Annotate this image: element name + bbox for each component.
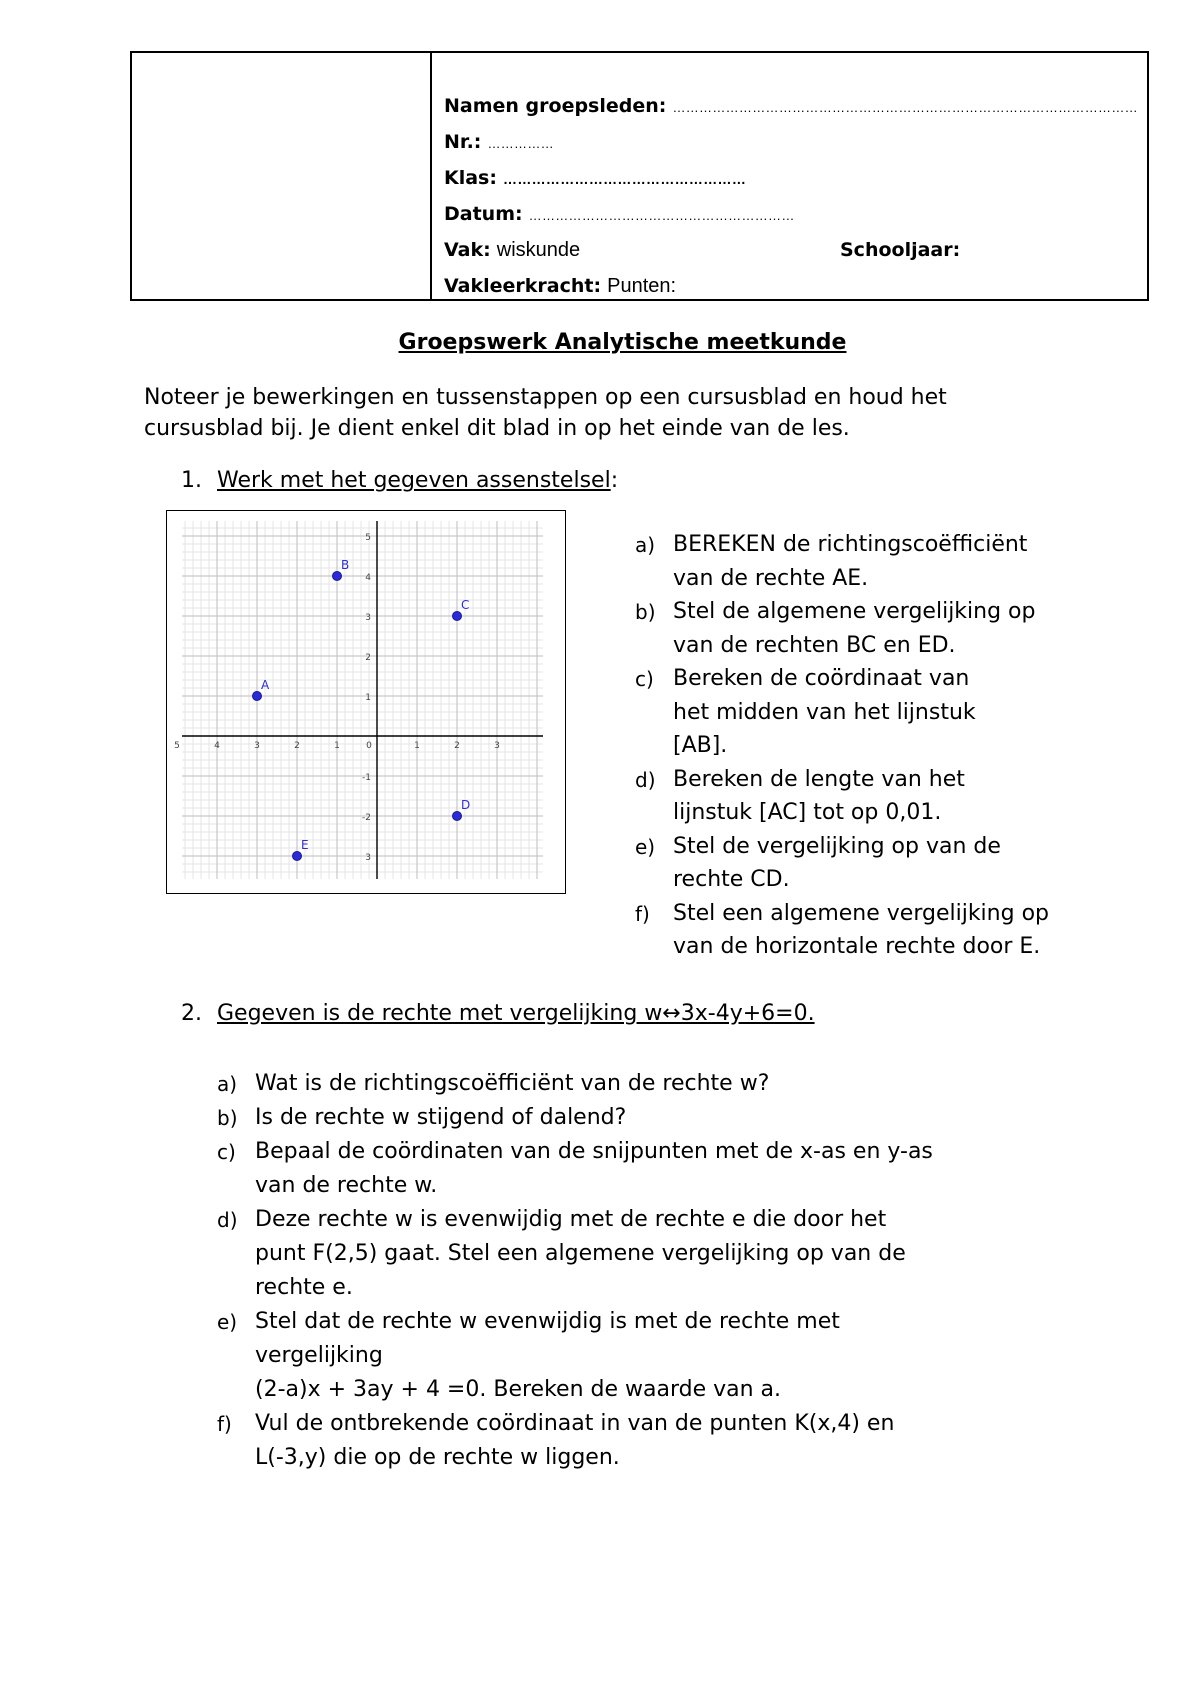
- q2-item-line: van de rechte w.: [255, 1173, 438, 1198]
- datum-dots: ……………………………………………………: [528, 208, 795, 223]
- nr-dots: ……………: [487, 136, 554, 151]
- q1-item-line: Stel een algemene vergelijking op: [673, 900, 1049, 926]
- q1-item-line: Stel de algemene vergelijking op: [673, 599, 1036, 624]
- q1-heading-text: Werk met het gegeven assenstelsel: [217, 468, 611, 493]
- q1-item-line: BEREKEN de richtingscoëfficiënt: [673, 532, 1028, 557]
- vak-row: [444, 239, 580, 262]
- info-cell: [432, 53, 1149, 299]
- q1-item-letter: c): [635, 667, 654, 691]
- nr-row: [444, 131, 554, 153]
- q2-item-line: punt F(2,5) gaat. Stel een algemene vergelijking op van de: [255, 1241, 906, 1266]
- x-tick-label: 2: [294, 741, 300, 751]
- q2-item-line: vergelijking: [255, 1343, 383, 1368]
- datum-row: [444, 203, 795, 225]
- q1-item-letter: d): [635, 767, 656, 792]
- page-title: Groepswerk Analytische meetkunde: [398, 330, 847, 355]
- point-label-b: B: [341, 558, 350, 572]
- logo-cell: [130, 53, 432, 299]
- q2-item-line: L(-3,y) die op de rechte w liggen.: [255, 1445, 620, 1470]
- q1-item-line: [AB].: [673, 733, 728, 758]
- y-tick-label: 1: [365, 693, 371, 703]
- q2-heading: [181, 1001, 815, 1026]
- y-tick-label: 3: [365, 853, 371, 863]
- q1-item-line: Stel de vergelijking op van de: [673, 833, 1001, 859]
- datum-label: Datum:: [444, 203, 523, 225]
- point-label-a: A: [261, 678, 270, 692]
- x-tick-label: 2: [454, 741, 460, 751]
- x-tick-label: 5: [174, 741, 180, 751]
- schooljaar-label: Schooljaar:: [840, 239, 961, 261]
- point-label-d: D: [461, 798, 471, 812]
- q1-item-line: Bereken de coördinaat van: [673, 666, 970, 691]
- intro-paragraph: Noteer je bewerkingen en tussenstappen op een cursusblad en houd het cursusblad bij. Je dient enkel dit blad in op het einde van de les.: [144, 385, 947, 441]
- q2-item-letter: a): [217, 1072, 238, 1096]
- q1-item-line: van de rechten BC en ED.: [673, 632, 956, 658]
- point-c: [453, 612, 462, 621]
- x-tick-label: 3: [254, 741, 260, 751]
- y-tick-label: 4: [365, 573, 371, 583]
- klas-row: [444, 167, 746, 189]
- q2-item-line: rechte e.: [255, 1275, 353, 1300]
- y-tick-label: 2: [365, 653, 371, 663]
- q1-item-line: lijnstuk [AC] tot op 0,01.: [673, 800, 942, 825]
- q2-item-line: Is de rechte w stijgend of dalend?: [255, 1105, 627, 1130]
- x-tick-label: 3: [494, 741, 500, 751]
- y-tick-label: 5: [365, 533, 371, 543]
- q2-item-letter: e): [217, 1310, 238, 1334]
- header-table: [130, 51, 1149, 301]
- names-dots: ……………………………………………………………………………………………: [672, 100, 1138, 115]
- q2-item-line: Vul de ontbrekende coördinaat in van de punten K(x,4) en: [255, 1411, 895, 1436]
- klas-label: Klas:: [444, 167, 497, 189]
- q2-number: 2.: [181, 1001, 202, 1026]
- q2-item-letter: d): [217, 1208, 238, 1232]
- coordinate-graph-svg: [167, 511, 567, 895]
- q2-item-letter: c): [217, 1140, 236, 1164]
- q1-item-letter: a): [635, 533, 656, 557]
- x-tick-label: 0: [366, 741, 372, 751]
- point-label-e: E: [301, 838, 309, 852]
- vakleerkracht-label: Vakleerkracht:: [444, 275, 602, 297]
- y-tick-label: 3: [365, 613, 371, 623]
- q1-number: 1.: [181, 468, 202, 493]
- y-tick-label: -2: [362, 813, 371, 823]
- q1-item-line: Bereken de lengte van het: [673, 766, 965, 792]
- q1-heading-colon: :: [610, 468, 619, 493]
- q2-item-line: Wat is de richtingscoëfficiënt van de rechte w?: [255, 1071, 770, 1096]
- klas-dots: ……………………………………………: [503, 171, 747, 187]
- point-a: [253, 692, 262, 701]
- x-tick-label: 1: [334, 741, 340, 751]
- y-tick-label: -1: [362, 773, 371, 783]
- q2-item-letter: f): [217, 1412, 232, 1436]
- q2-heading-text: Gegeven is de rechte met vergelijking w↔3x-4y+6=0.: [217, 1001, 815, 1026]
- x-tick-label: 4: [214, 741, 220, 751]
- q2-item-line: (2-a)x + 3ay + 4 =0. Bereken de waarde van a.: [255, 1377, 782, 1402]
- punten-label: Punten:: [607, 275, 677, 297]
- q1-item-line: het midden van het lijnstuk: [673, 699, 976, 725]
- nr-label: Nr.:: [444, 131, 482, 153]
- names-label: Namen groepsleden:: [444, 95, 667, 117]
- vak-value: wiskunde: [496, 239, 581, 261]
- q1-item-letter: b): [635, 600, 656, 624]
- q2-item-line: Deze rechte w is evenwijdig met de rechte e die door het: [255, 1207, 887, 1232]
- q1-item-line: rechte CD.: [673, 867, 790, 892]
- vakleerkracht-row: [444, 275, 676, 298]
- point-label-c: C: [461, 598, 470, 612]
- x-tick-label: 1: [414, 741, 420, 751]
- q2-item-line: Bepaal de coördinaten van de snijpunten met de x-as en y-as: [255, 1139, 933, 1164]
- q1-item-letter: e): [635, 834, 656, 859]
- point-d: [453, 812, 462, 821]
- coordinate-graph: [166, 510, 566, 894]
- names-row: [444, 95, 1138, 117]
- q1-item-line: van de rechte AE.: [673, 565, 869, 591]
- q1-item-letter: f): [635, 901, 650, 926]
- q2-item-letter: b): [217, 1106, 238, 1130]
- vak-label: Vak:: [444, 239, 491, 261]
- q2-item-line: Stel dat de rechte w evenwijdig is met de rechte met: [255, 1309, 840, 1334]
- q1-item-line: van de horizontale rechte door E.: [673, 934, 1041, 959]
- q1-heading: [181, 468, 618, 493]
- point-b: [333, 572, 342, 581]
- point-e: [293, 852, 302, 861]
